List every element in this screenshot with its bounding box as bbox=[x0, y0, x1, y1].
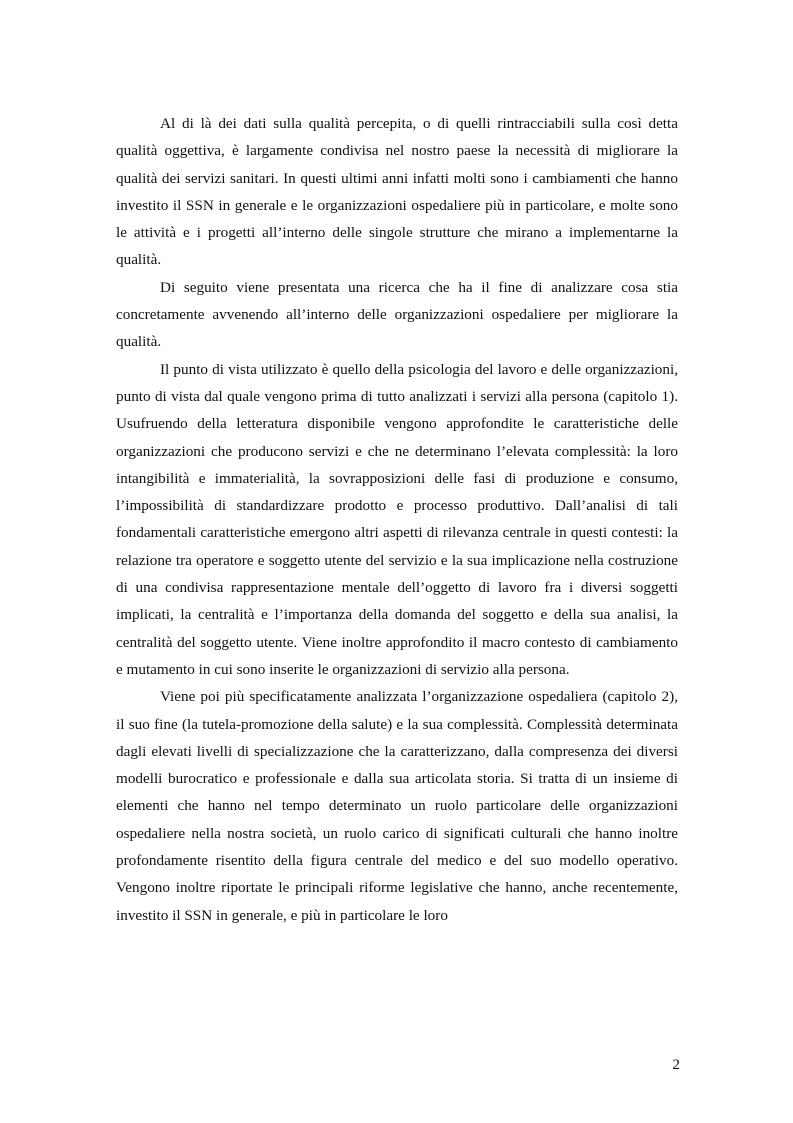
paragraph-4: Viene poi più specificatamente analizzata l’organizzazione ospedaliera (capitolo 2), il suo fine (la tutela-promozione della salute) e la sua complessità. Complessità determinata dagli elevati livelli di specializzazione che la caratterizzano, dalla compresenza dei diversi modelli burocratico e professionale e dalla sua articolata storia. Si tratta di un insieme di elementi che hanno nel tempo determinato un ruolo particolare delle organizzazioni ospedaliere nella nostra società, un ruolo carico di significati culturali che hanno inoltre profondamente risentito della figura centrale del medico e del suo modello operativo. Vengono inoltre riportate le principali riforme legislative che hanno, anche recentemente, investito il SSN in generale, e più in particolare le loro bbox=[116, 688, 678, 924]
paragraph-1: Al di là dei dati sulla qualità percepita, o di quelli rintracciabili sulla così detta qualità oggettiva, è largamente condivisa nel nostro paese la necessità di migliorare la qualità dei servizi sanitari. In questi ultimi anni infatti molti sono i cambiamenti che hanno investito il SSN in generale e le organizzazioni ospedaliere più in particolare, e molte sono le attività e i progetti all’interno delle singole strutture che mirano a implementarne la qualità. bbox=[116, 115, 678, 269]
paragraph-2: Di seguito viene presentata una ricerca che ha il fine di analizzare cosa stia concretamente avvenendo all’interno delle organizzazioni ospedaliere per migliorare la qualità. bbox=[116, 278, 678, 351]
page-number: 2 bbox=[672, 1056, 680, 1073]
paragraph-3: Il punto di vista utilizzato è quello della psicologia del lavoro e delle organizzazioni, punto di vista dal quale vengono prima di tutto analizzati i servizi alla persona (capitolo 1). Usufruendo della letteratura disponibile vengono approfondite le caratteristiche delle organizzazioni che producono servizi e che ne determinano l’elevata complessità: la loro intangibilità e immaterialità, la sovrapposizioni delle fasi di produzione e consumo, l’impossibilità di standardizzare prodotto e processo produttivo. Dall’analisi di tali fondamentali caratteristiche emergono altri aspetti di rilevanza centrale in questi contesti: la relazione tra operatore e soggetto utente del servizio e la sua implicazione nella costruzione di una condivisa rappresentazione mentale dell’oggetto di lavoro fra i diversi soggetti implicati, la centralità e l’importanza della domanda del soggetto e della sua analisi, la centralità del soggetto utente. Viene inoltre approfondito il macro contesto di cambiamento e mutamento in cui sono inserite le organizzazioni di servizio alla persona. bbox=[116, 360, 678, 678]
body-text bbox=[116, 110, 678, 929]
